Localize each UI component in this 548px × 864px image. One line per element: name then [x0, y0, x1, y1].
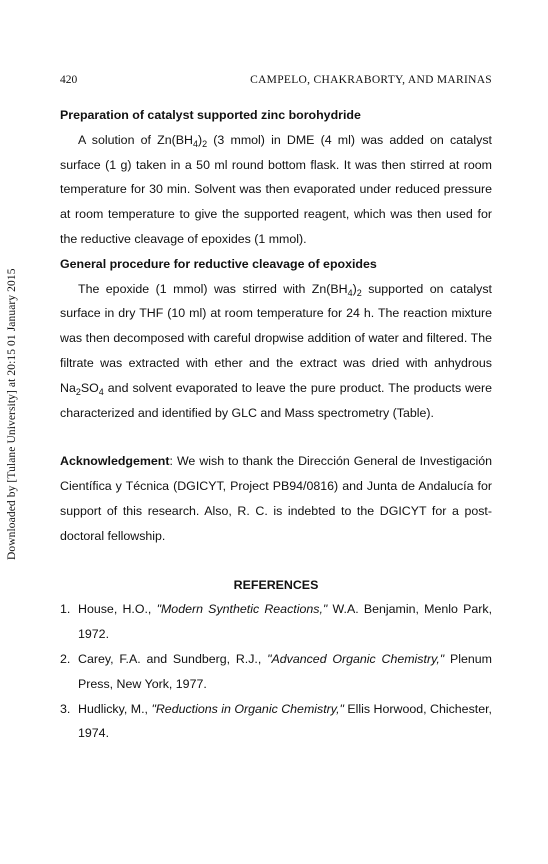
reference-publisher: W.A. Benjamin, Menlo Park, 1972.	[78, 602, 493, 642]
reference-list	[60, 597, 492, 746]
text-run: and solvent evaporated to leave the pure product. The products were characterized and identified by GLC and Mass spectrometry (Table).	[60, 380, 492, 420]
reference-title: "Reductions in Organic Chemistry,"	[151, 701, 344, 716]
text-run: :	[169, 454, 173, 469]
acknowledgement-paragraph	[60, 449, 492, 548]
text-run: )	[352, 281, 357, 296]
page-number: 420	[60, 74, 78, 86]
download-watermark: Downloaded by [Tulane University] at 20:15 01 January 2015	[6, 268, 18, 560]
reference-number: 1.	[60, 602, 71, 617]
subscript: 4	[98, 386, 104, 397]
references-heading: REFERENCES	[233, 577, 319, 592]
text-run: SO	[80, 380, 99, 395]
article-body	[60, 103, 492, 746]
reference-item	[60, 697, 492, 747]
text-run: )	[197, 132, 203, 147]
text-run: (3 mmol) in DME (4 ml) was added on catalyst surface (1 g) taken in a 50 ml round bottom flask. It was then stirred at room temperature for 30 min. Solvent was then evaporated under reduced pressure at room temperature to give the supported reagent, which was then used for the reductive cleavage of epoxides (1 mmol).	[60, 132, 492, 246]
subscript: 2	[356, 287, 362, 298]
text-run: supported on catalyst surface in dry THF (10 ml) at room temperature for 24 h. The reaction mixture was then decomposed with careful dropwise addition of water and filtered. The filtrate was extracted with ether and the extract was dried with anhydrous Na	[60, 281, 492, 395]
reference-item	[60, 647, 492, 697]
reference-authors: House, H.O.,	[78, 602, 157, 617]
text-run: A solution of Zn(BH	[78, 132, 193, 147]
subscript: 4	[347, 287, 353, 298]
section-heading-procedure: General procedure for reductive cleavage of epoxides	[60, 256, 377, 271]
reference-number: 2.	[60, 651, 71, 666]
reference-title: "Modern Synthetic Reactions,"	[156, 602, 328, 617]
text-run: The epoxide (1 mmol) was stirred with Zn(BH	[78, 281, 348, 296]
subscript: 2	[75, 386, 81, 397]
subscript: 2	[202, 138, 208, 149]
reference-number: 3.	[60, 701, 71, 716]
acknowledgement-text: We wish to thank the Dirección General de Investigación Científica y Técnica (DGICYT, Project PB94/0816) and Junta de Andalucía for support of this research. Also, R. C. is indebted to the DGICYT for a post-doctoral fellowship.	[60, 454, 492, 543]
running-head: CAMPELO, CHAKRABORTY, AND MARINAS	[250, 74, 492, 86]
subscript: 4	[192, 138, 198, 149]
acknowledgement-label: Acknowledgement	[60, 454, 170, 469]
section-heading-preparation: Preparation of catalyst supported zinc borohydride	[60, 108, 361, 122]
reference-item	[60, 597, 492, 647]
reference-publisher: Plenum Press, New York, 1977.	[78, 651, 492, 691]
reference-authors: Hudlicky, M.,	[78, 701, 152, 716]
page-header	[60, 74, 492, 90]
reference-publisher: Ellis Horwood, Chichester, 1974.	[78, 701, 492, 741]
reference-authors: Carey, F.A. and Sundberg, R.J.,	[78, 651, 268, 666]
reference-title: "Advanced Organic Chemistry,"	[267, 651, 445, 666]
paragraph-preparation	[60, 128, 492, 252]
paragraph-procedure	[60, 277, 492, 426]
